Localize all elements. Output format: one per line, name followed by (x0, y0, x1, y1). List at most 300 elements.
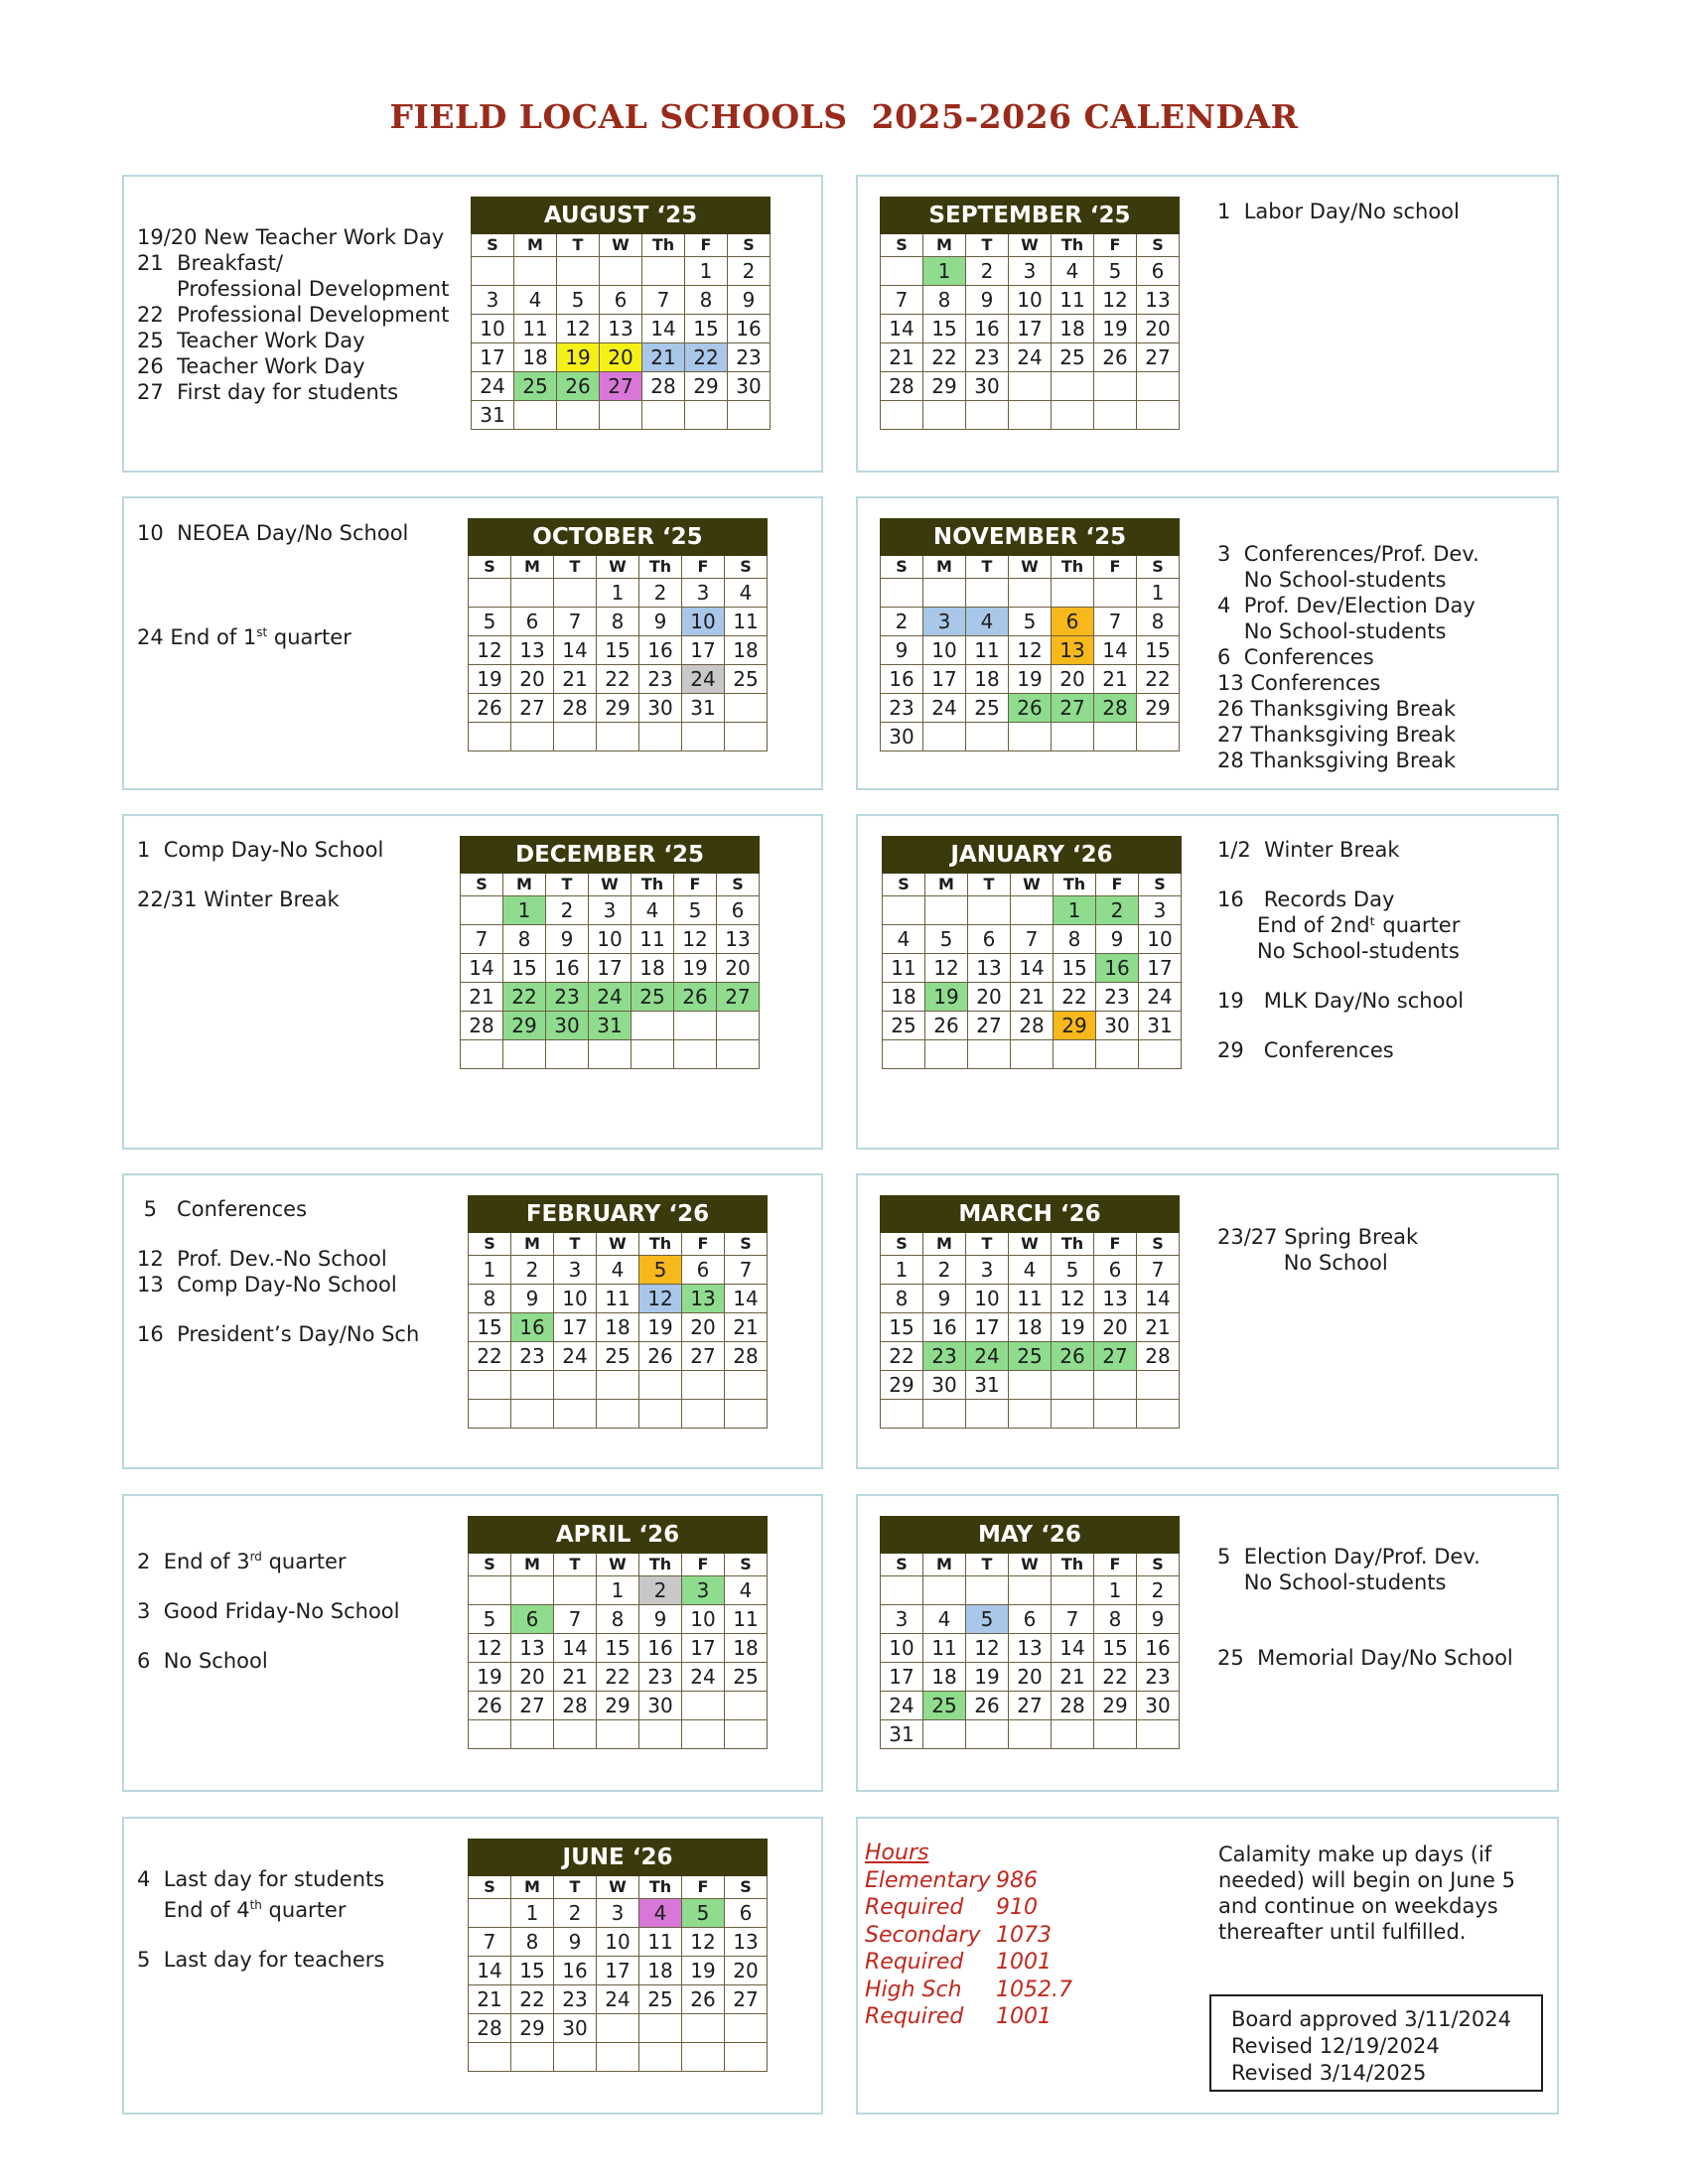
day-cell: 5 (1094, 257, 1137, 286)
day-cell: 21 (725, 1313, 768, 1342)
empty-day-cell (554, 1720, 597, 1749)
day-cell: 29 (503, 1012, 546, 1040)
day-cell: 20 (1052, 665, 1094, 694)
day-cell: 6 (1009, 1605, 1052, 1634)
day-cell: 18 (514, 343, 557, 372)
week-row (469, 694, 768, 723)
day-cell: 4 (725, 579, 768, 608)
note-line: 27 Thanksgiving Break (1217, 723, 1457, 747)
day-cell: 6 (1137, 257, 1180, 286)
week-row (469, 1634, 768, 1663)
weekday-header: M (511, 556, 554, 579)
day-cell: 10 (589, 925, 632, 954)
day-cell: 22 (1054, 983, 1096, 1012)
day-cell: 9 (1137, 1605, 1180, 1634)
empty-day-cell (1137, 1400, 1180, 1429)
hours-heading: Hours (865, 1841, 929, 1865)
day-cell: 19 (966, 1663, 1009, 1692)
day-cell: 11 (639, 1928, 682, 1957)
empty-day-cell (725, 2043, 768, 2072)
weekday-header: M (923, 1554, 966, 1576)
day-cell: 29 (1054, 1012, 1096, 1040)
empty-day-cell (1137, 401, 1180, 430)
day-cell: 30 (966, 372, 1009, 401)
empty-day-cell (966, 579, 1009, 608)
week-row (881, 665, 1180, 694)
weekday-header: W (597, 1876, 639, 1899)
weekday-header: F (682, 1554, 725, 1576)
day-cell: 26 (469, 1692, 511, 1720)
empty-day-cell (685, 401, 728, 430)
weekday-header: F (1094, 1554, 1137, 1576)
empty-day-cell (469, 1371, 511, 1400)
weekday-header: Th (639, 556, 682, 579)
day-cell: 30 (639, 694, 682, 723)
day-cell: 18 (725, 1634, 768, 1663)
day-cell: 21 (881, 343, 923, 372)
day-cell: 5 (966, 1605, 1009, 1634)
weekday-header: Th (1052, 1554, 1094, 1576)
empty-day-cell (639, 2043, 682, 2072)
day-cell: 8 (511, 1928, 554, 1957)
note-line: 26 Thanksgiving Break (1217, 697, 1457, 721)
day-cell: 22 (469, 1342, 511, 1371)
week-row (469, 579, 768, 608)
day-cell: 27 (968, 1012, 1011, 1040)
day-cell: 17 (589, 954, 632, 983)
empty-day-cell (511, 1371, 554, 1400)
hours-panel (865, 1840, 1072, 2031)
day-cell: 4 (923, 1605, 966, 1634)
weekday-header: S (469, 556, 511, 579)
day-cell: 7 (881, 286, 923, 315)
day-cell: 5 (682, 1899, 725, 1928)
weekday-header: T (966, 1554, 1009, 1576)
week-row (469, 2014, 768, 2043)
empty-day-cell (1052, 1720, 1094, 1749)
weekday-header: W (1011, 874, 1054, 896)
note-line: 23/27 Spring Break (1217, 1225, 1419, 1249)
day-cell: 13 (511, 1634, 554, 1663)
empty-day-cell (966, 401, 1009, 430)
day-cell: 8 (1137, 608, 1180, 636)
day-cell: 12 (682, 1928, 725, 1957)
week-row (469, 608, 768, 636)
week-row (469, 1605, 768, 1634)
weekday-header: W (589, 874, 632, 896)
day-cell: 9 (1096, 925, 1139, 954)
week-row (472, 286, 771, 315)
weekday-header: F (1094, 1233, 1137, 1256)
day-cell: 1 (1054, 896, 1096, 925)
empty-day-cell (554, 2043, 597, 2072)
notes-january (1217, 837, 1464, 1063)
week-row (881, 257, 1180, 286)
day-cell: 27 (1052, 694, 1094, 723)
day-cell: 7 (1094, 608, 1137, 636)
weekday-header: F (1094, 234, 1137, 257)
day-cell: 14 (461, 954, 503, 983)
day-cell: 25 (597, 1342, 639, 1371)
day-cell: 26 (682, 1985, 725, 2014)
day-cell: 15 (503, 954, 546, 983)
empty-day-cell (1094, 723, 1137, 751)
empty-day-cell (469, 723, 511, 751)
day-cell: 9 (546, 925, 589, 954)
calendar-august (471, 197, 771, 430)
day-cell: 4 (639, 1899, 682, 1928)
day-cell: 27 (717, 983, 760, 1012)
note-line: 22/31 Winter Break (137, 887, 340, 911)
week-row (881, 1313, 1180, 1342)
weekday-header: S (881, 556, 923, 579)
month-title: MAY ‘26 (881, 1517, 1180, 1554)
day-cell: 10 (1009, 286, 1052, 315)
day-cell: 3 (554, 1256, 597, 1285)
day-cell: 14 (1011, 954, 1054, 983)
month-title: JANUARY ‘26 (883, 837, 1182, 874)
day-cell: 1 (511, 1899, 554, 1928)
week-row (881, 315, 1180, 343)
empty-day-cell (514, 257, 557, 286)
week-row (881, 1285, 1180, 1313)
empty-day-cell (682, 2014, 725, 2043)
calendar-march (880, 1195, 1180, 1429)
day-cell: 14 (1137, 1285, 1180, 1313)
day-cell: 20 (725, 1957, 768, 1985)
empty-day-cell (642, 401, 685, 430)
week-row (469, 1342, 768, 1371)
hours-row: Secondary 1073 (865, 1922, 1052, 1948)
day-cell: 17 (682, 636, 725, 665)
note-line: 4 Last day for students (137, 1867, 385, 1891)
empty-day-cell (881, 1400, 923, 1429)
empty-day-cell (717, 1012, 760, 1040)
day-cell: 10 (923, 636, 966, 665)
day-cell: 31 (682, 694, 725, 723)
note-line: End of 4th quarter (137, 1898, 347, 1922)
hours-row: High Sch 1052.7 (865, 1977, 1072, 2002)
day-cell: 14 (881, 315, 923, 343)
day-cell: 11 (966, 636, 1009, 665)
weekday-header: T (557, 234, 600, 257)
empty-day-cell (469, 1400, 511, 1429)
day-cell: 2 (966, 257, 1009, 286)
day-cell: 19 (469, 665, 511, 694)
day-cell: 4 (514, 286, 557, 315)
note-line: 16 President’s Day/No Sch (137, 1322, 420, 1346)
day-cell: 14 (642, 315, 685, 343)
day-cell: 23 (1096, 983, 1139, 1012)
day-cell: 25 (725, 1663, 768, 1692)
day-cell: 17 (1009, 315, 1052, 343)
day-cell: 15 (597, 636, 639, 665)
day-cell: 4 (883, 925, 925, 954)
weekday-header: S (725, 1554, 768, 1576)
weekday-header: F (685, 234, 728, 257)
day-cell: 13 (1094, 1285, 1137, 1313)
day-cell: 15 (923, 315, 966, 343)
day-cell: 21 (1137, 1313, 1180, 1342)
weekday-header: S (469, 1233, 511, 1256)
day-cell: 2 (554, 1899, 597, 1928)
week-row (881, 1256, 1180, 1285)
day-cell: 9 (881, 636, 923, 665)
day-cell: 20 (1137, 315, 1180, 343)
day-cell: 29 (1137, 694, 1180, 723)
day-cell: 13 (717, 925, 760, 954)
day-cell: 6 (682, 1256, 725, 1285)
empty-day-cell (728, 401, 771, 430)
day-cell: 4 (725, 1576, 768, 1605)
board-approval-box (1209, 1994, 1543, 2092)
day-cell: 30 (1096, 1012, 1139, 1040)
week-row (469, 1371, 768, 1400)
day-cell: 15 (597, 1634, 639, 1663)
day-cell: 12 (639, 1285, 682, 1313)
weekday-header: Th (1052, 556, 1094, 579)
day-cell: 30 (1137, 1692, 1180, 1720)
day-cell: 11 (1052, 286, 1094, 315)
notes-october (137, 520, 408, 650)
empty-day-cell (1137, 1371, 1180, 1400)
day-cell: 15 (881, 1313, 923, 1342)
weekday-header: F (1096, 874, 1139, 896)
week-row (469, 1720, 768, 1749)
day-cell: 1 (469, 1256, 511, 1285)
day-cell: 27 (511, 694, 554, 723)
empty-day-cell (1052, 1400, 1094, 1429)
day-cell: 11 (725, 608, 768, 636)
day-cell: 13 (511, 636, 554, 665)
note-line: No School-students (1217, 568, 1447, 592)
day-cell: 9 (966, 286, 1009, 315)
day-cell: 1 (1137, 579, 1180, 608)
empty-day-cell (1094, 579, 1137, 608)
weekday-header: Th (1052, 1233, 1094, 1256)
empty-day-cell (554, 723, 597, 751)
weekday-header: S (883, 874, 925, 896)
day-cell: 3 (1139, 896, 1182, 925)
note-line: 1 Comp Day-No School (137, 838, 384, 862)
day-cell: 1 (923, 257, 966, 286)
note-line: 5 Last day for teachers (137, 1948, 385, 1972)
weekday-header: M (511, 1554, 554, 1576)
day-cell: 25 (725, 665, 768, 694)
week-row (881, 1400, 1180, 1429)
weekday-header: Th (639, 1233, 682, 1256)
empty-day-cell (1052, 579, 1094, 608)
empty-day-cell (557, 257, 600, 286)
day-cell: 11 (725, 1605, 768, 1634)
week-row (461, 983, 760, 1012)
day-cell: 31 (1139, 1012, 1182, 1040)
note-line: 13 Comp Day-No School (137, 1273, 397, 1297)
day-cell: 30 (881, 723, 923, 751)
empty-day-cell (503, 1040, 546, 1069)
day-cell: 2 (728, 257, 771, 286)
day-cell: 30 (923, 1371, 966, 1400)
week-row (469, 1985, 768, 2014)
day-cell: 7 (642, 286, 685, 315)
weekday-header: S (472, 234, 514, 257)
empty-day-cell (1009, 372, 1052, 401)
note-line: 24 End of 1st quarter (137, 625, 352, 649)
day-cell: 26 (1094, 343, 1137, 372)
week-row (469, 1692, 768, 1720)
day-cell: 30 (639, 1692, 682, 1720)
weekday-header: T (546, 874, 589, 896)
day-cell: 4 (632, 896, 674, 925)
week-row (881, 1576, 1180, 1605)
week-row (881, 723, 1180, 751)
calendar-october (468, 518, 768, 751)
empty-day-cell (881, 1576, 923, 1605)
empty-day-cell (1052, 1576, 1094, 1605)
empty-day-cell (469, 2043, 511, 2072)
weekday-header: S (725, 556, 768, 579)
day-cell: 19 (1009, 665, 1052, 694)
weekday-header: S (461, 874, 503, 896)
day-cell: 10 (472, 315, 514, 343)
week-row (469, 665, 768, 694)
week-row (472, 257, 771, 286)
day-cell: 14 (725, 1285, 768, 1313)
day-cell: 10 (1139, 925, 1182, 954)
day-cell: 13 (1052, 636, 1094, 665)
day-cell: 25 (632, 983, 674, 1012)
day-cell: 23 (546, 983, 589, 1012)
day-cell: 19 (557, 343, 600, 372)
day-cell: 21 (1094, 665, 1137, 694)
empty-day-cell (632, 1040, 674, 1069)
day-cell: 13 (1137, 286, 1180, 315)
day-cell: 24 (1009, 343, 1052, 372)
week-row (472, 401, 771, 430)
empty-day-cell (1052, 1371, 1094, 1400)
board-line: Revised 12/19/2024 (1231, 2034, 1440, 2058)
note-line: 5 Election Day/Prof. Dev. (1217, 1545, 1480, 1569)
week-row (469, 1400, 768, 1429)
weekday-header: S (725, 1233, 768, 1256)
day-cell: 22 (1094, 1663, 1137, 1692)
day-cell: 30 (546, 1012, 589, 1040)
day-cell: 18 (966, 665, 1009, 694)
day-cell: 12 (469, 636, 511, 665)
week-row (469, 1663, 768, 1692)
weekday-header: T (966, 556, 1009, 579)
note-line: No School-students (1217, 619, 1447, 643)
week-row (881, 343, 1180, 372)
day-cell: 15 (469, 1313, 511, 1342)
day-cell: 8 (597, 1605, 639, 1634)
hours-row: Elementary 986 (865, 1867, 1038, 1893)
day-cell: 1 (1094, 1576, 1137, 1605)
day-cell: 28 (1011, 1012, 1054, 1040)
day-cell: 2 (511, 1256, 554, 1285)
calendar-february (468, 1195, 768, 1429)
day-cell: 29 (923, 372, 966, 401)
day-cell: 22 (597, 665, 639, 694)
week-row (881, 1720, 1180, 1749)
week-row (472, 315, 771, 343)
weekday-header: M (514, 234, 557, 257)
day-cell: 27 (682, 1342, 725, 1371)
note-line: No School-students (1217, 1570, 1447, 1594)
day-cell: 5 (469, 608, 511, 636)
day-cell: 25 (1052, 343, 1094, 372)
day-cell: 12 (674, 925, 717, 954)
weekday-header: S (1137, 1554, 1180, 1576)
day-cell: 4 (597, 1256, 639, 1285)
day-cell: 31 (589, 1012, 632, 1040)
note-line: End of 2ndᵗ quarter (1217, 913, 1461, 937)
day-cell: 24 (597, 1985, 639, 2014)
weekday-header: Th (1054, 874, 1096, 896)
day-cell: 3 (682, 579, 725, 608)
day-cell: 3 (682, 1576, 725, 1605)
week-row (472, 343, 771, 372)
month-title: FEBRUARY ‘26 (469, 1196, 768, 1233)
day-cell: 5 (639, 1256, 682, 1285)
day-cell: 25 (923, 1692, 966, 1720)
week-row (469, 1313, 768, 1342)
day-cell: 20 (682, 1313, 725, 1342)
empty-day-cell (511, 1576, 554, 1605)
note-line: 28 Thanksgiving Break (1217, 749, 1457, 772)
page-title: FIELD LOCAL SCHOOLS 2025-2026 CALENDAR (389, 97, 1299, 136)
empty-day-cell (639, 2014, 682, 2043)
day-cell: 27 (1009, 1692, 1052, 1720)
empty-day-cell (923, 1576, 966, 1605)
day-cell: 26 (1052, 1342, 1094, 1371)
empty-day-cell (554, 1371, 597, 1400)
day-cell: 31 (966, 1371, 1009, 1400)
day-cell: 12 (1009, 636, 1052, 665)
day-cell: 21 (1011, 983, 1054, 1012)
empty-day-cell (639, 1400, 682, 1429)
day-cell: 27 (725, 1985, 768, 2014)
weekday-header: S (1139, 874, 1182, 896)
day-cell: 28 (1137, 1342, 1180, 1371)
day-cell: 9 (639, 1605, 682, 1634)
empty-day-cell (1009, 723, 1052, 751)
empty-day-cell (923, 401, 966, 430)
day-cell: 30 (728, 372, 771, 401)
day-cell: 3 (472, 286, 514, 315)
empty-day-cell (1094, 1400, 1137, 1429)
week-row (469, 636, 768, 665)
empty-day-cell (1094, 1720, 1137, 1749)
week-row (881, 694, 1180, 723)
day-cell: 19 (469, 1663, 511, 1692)
day-cell: 17 (881, 1663, 923, 1692)
week-row (881, 286, 1180, 315)
empty-day-cell (597, 723, 639, 751)
day-cell: 3 (597, 1899, 639, 1928)
empty-day-cell (881, 579, 923, 608)
empty-day-cell (1137, 723, 1180, 751)
empty-day-cell (682, 1720, 725, 1749)
day-cell: 22 (503, 983, 546, 1012)
day-cell: 2 (923, 1256, 966, 1285)
empty-day-cell (883, 1040, 925, 1069)
calendar-june (468, 1839, 768, 2072)
empty-day-cell (682, 723, 725, 751)
weekday-header: S (469, 1876, 511, 1899)
day-cell: 17 (1139, 954, 1182, 983)
note-line: Professional Development (137, 277, 450, 301)
